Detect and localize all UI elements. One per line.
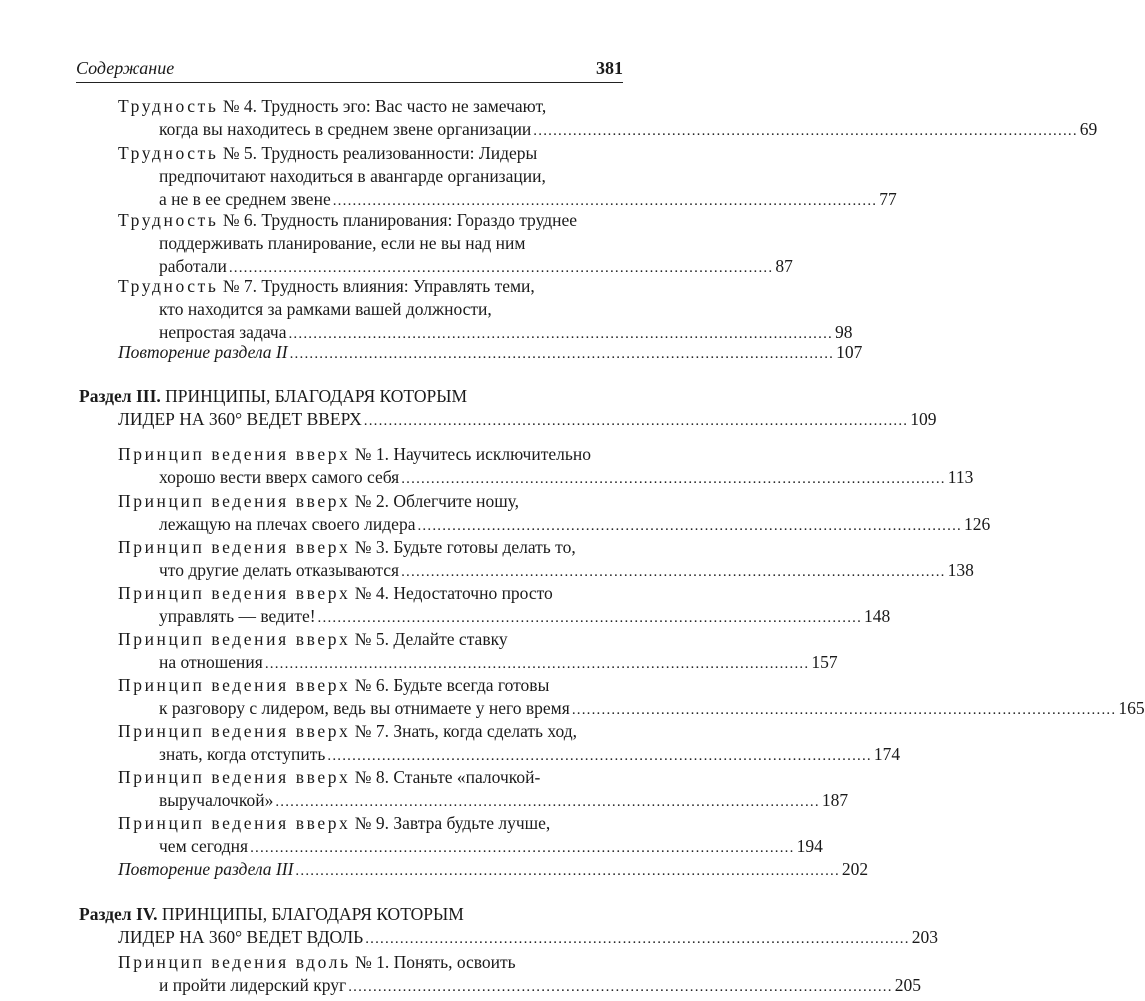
toc-entry[interactable]	[118, 720, 901, 766]
entry-page-number: 87	[775, 256, 793, 276]
entry-label: Принцип ведения вверх	[118, 813, 351, 833]
toc-entry[interactable]	[118, 628, 838, 674]
toc-entry[interactable]	[118, 536, 974, 582]
entry-text: № 5. Делайте ставку	[350, 629, 508, 649]
page-number: 381	[596, 58, 623, 78]
leader-dots: ..............................................................................................................	[250, 840, 795, 856]
entry-page-number: 113	[947, 467, 974, 487]
entry-text: непростая задача	[159, 322, 287, 342]
entry-text: лежащую на плечах своего лидера	[159, 514, 416, 534]
leader-dots: ..............................................................................................................	[571, 702, 1117, 718]
entry-label: Трудность	[118, 276, 219, 296]
toc-entry[interactable]	[118, 209, 793, 278]
entry-text: № 1. Научитесь исключительно	[350, 444, 591, 464]
entry-label: Принцип ведения вверх	[118, 629, 351, 649]
entry-text: ЛИДЕР НА 360° ВЕДЕТ ВДОЛЬ	[118, 927, 364, 947]
entry-text: работали	[159, 256, 227, 276]
entry-label: Повторение раздела II	[118, 342, 288, 362]
entry-label: Принцип ведения вверх	[118, 537, 351, 557]
toc-entry[interactable]	[118, 95, 1098, 141]
leader-dots: ..............................................................................................................	[295, 863, 840, 879]
entry-text: кто находится за рамками вашей должности,	[159, 299, 492, 319]
entry-text: № 3. Будьте готовы делать то,	[350, 537, 576, 557]
entry-text: № 4. Трудность эго: Вас часто не замечают,	[218, 96, 547, 116]
leader-dots: ..............................................................................................................	[317, 610, 863, 626]
running-title: Содержание	[76, 58, 175, 78]
entry-page-number: 126	[963, 514, 991, 534]
toc-entry[interactable]	[118, 766, 849, 812]
entry-page-number: 202	[841, 859, 869, 879]
entry-text: ЛИДЕР НА 360° ВЕДЕТ ВВЕРХ	[118, 409, 362, 429]
entry-page-number: 187	[821, 790, 849, 810]
entry-text: № 6. Трудность планирования: Гораздо труднее	[218, 210, 578, 230]
entry-text: управлять — ведите!	[159, 606, 316, 626]
leader-dots: ..............................................................................................................	[348, 979, 893, 995]
entry-text: что другие делать отказываются	[159, 560, 400, 580]
entry-label: Принцип ведения вверх	[118, 491, 351, 511]
section-label: Раздел III.	[79, 386, 161, 406]
leader-dots: ..............................................................................................................	[401, 471, 946, 487]
entry-page-number: 148	[864, 606, 891, 626]
toc-entry[interactable]	[118, 582, 891, 628]
entry-text: поддерживать планирование, если не вы над ним	[159, 233, 526, 253]
entry-text: № 5. Трудность реализованности: Лидеры	[218, 143, 538, 163]
leader-dots: ..............................................................................................................	[228, 260, 774, 276]
entry-text: а не в ее среднем звене	[159, 189, 331, 209]
entry-label: Принцип ведения вверх	[118, 675, 351, 695]
entry-page-number: 107	[836, 342, 863, 362]
toc-entry[interactable]	[118, 812, 823, 858]
toc-entry[interactable]	[118, 275, 853, 344]
entry-label: Принцип ведения вверх	[118, 767, 351, 787]
toc-section-heading[interactable]	[79, 385, 937, 431]
entry-text: № 6. Будьте всегда готовы	[350, 675, 550, 695]
entry-text: № 9. Завтра будьте лучше,	[350, 813, 551, 833]
entry-page-number: 98	[834, 322, 853, 342]
toc-entry[interactable]	[118, 341, 863, 364]
entry-page-number: 203	[911, 927, 938, 947]
entry-text: к разговору с лидером, ведь вы отнимаете у него время	[159, 698, 570, 718]
entry-page-number: 138	[947, 560, 974, 580]
toc-entry[interactable]	[118, 858, 869, 881]
toc-section-heading[interactable]	[79, 903, 938, 949]
leader-dots: ..............................................................................................................	[327, 748, 872, 764]
entry-text: ПРИНЦИПЫ, БЛАГОДАРЯ КОТОРЫМ	[157, 904, 464, 924]
entry-text: когда вы находитесь в среднем звене организации	[159, 119, 532, 139]
toc-entry[interactable]	[118, 443, 974, 489]
entry-text: № 2. Облегчите ношу,	[350, 491, 520, 511]
entry-page-number: 205	[894, 975, 921, 995]
entry-page-number: 109	[910, 409, 937, 429]
entry-text: знать, когда отступить	[159, 744, 326, 764]
entry-label: Повторение раздела III	[118, 859, 294, 879]
leader-dots: ..............................................................................................................	[275, 794, 820, 810]
entry-text: № 1. Понять, освоить	[350, 952, 516, 972]
entry-label: Трудность	[118, 210, 219, 230]
entry-text: чем сегодня	[159, 836, 249, 856]
entry-label: Трудность	[118, 143, 219, 163]
running-header	[76, 58, 623, 83]
entry-label: Принцип ведения вверх	[118, 721, 351, 741]
entry-page-number: 157	[811, 652, 838, 672]
leader-dots: ..............................................................................................................	[401, 564, 946, 580]
leader-dots: ..............................................................................................................	[417, 518, 962, 534]
entry-text: на отношения	[159, 652, 263, 672]
toc-entry[interactable]	[118, 674, 1145, 720]
toc-entry[interactable]	[118, 951, 921, 997]
entry-text: № 8. Станьте «палочкой-	[350, 767, 541, 787]
entry-label: Принцип ведения вверх	[118, 444, 351, 464]
entry-page-number: 77	[879, 189, 897, 209]
entry-text: № 7. Знать, когда сделать ход,	[350, 721, 577, 741]
entry-text: выручалочкой»	[159, 790, 274, 810]
section-label: Раздел IV.	[79, 904, 158, 924]
leader-dots: ..............................................................................................................	[288, 326, 833, 342]
toc-entry[interactable]	[118, 490, 991, 536]
entry-text: и пройти лидерский круг	[159, 975, 347, 995]
entry-label: Принцип ведения вверх	[118, 583, 351, 603]
entry-label: Трудность	[118, 96, 219, 116]
entry-page-number: 165	[1118, 698, 1145, 718]
entry-text: ПРИНЦИПЫ, БЛАГОДАРЯ КОТОРЫМ	[160, 386, 468, 406]
leader-dots: ..............................................................................................................	[365, 931, 910, 947]
entry-text: предпочитают находиться в авангарде организации,	[159, 166, 546, 186]
entry-page-number: 174	[873, 744, 901, 764]
entry-text: № 4. Недостаточно просто	[350, 583, 553, 603]
leader-dots: ..............................................................................................................	[264, 656, 810, 672]
toc-entry[interactable]	[118, 142, 897, 211]
leader-dots: ..............................................................................................................	[289, 346, 835, 362]
leader-dots: ..............................................................................................................	[533, 123, 1078, 139]
entry-text: хорошо вести вверх самого себя	[159, 467, 400, 487]
entry-text: № 7. Трудность влияния: Управлять теми,	[218, 276, 535, 296]
entry-page-number: 194	[796, 836, 823, 856]
leader-dots: ..............................................................................................................	[363, 413, 909, 429]
leader-dots: ..............................................................................................................	[332, 193, 878, 209]
entry-page-number: 69	[1079, 119, 1098, 139]
entry-label: Принцип ведения вдоль	[118, 952, 351, 972]
